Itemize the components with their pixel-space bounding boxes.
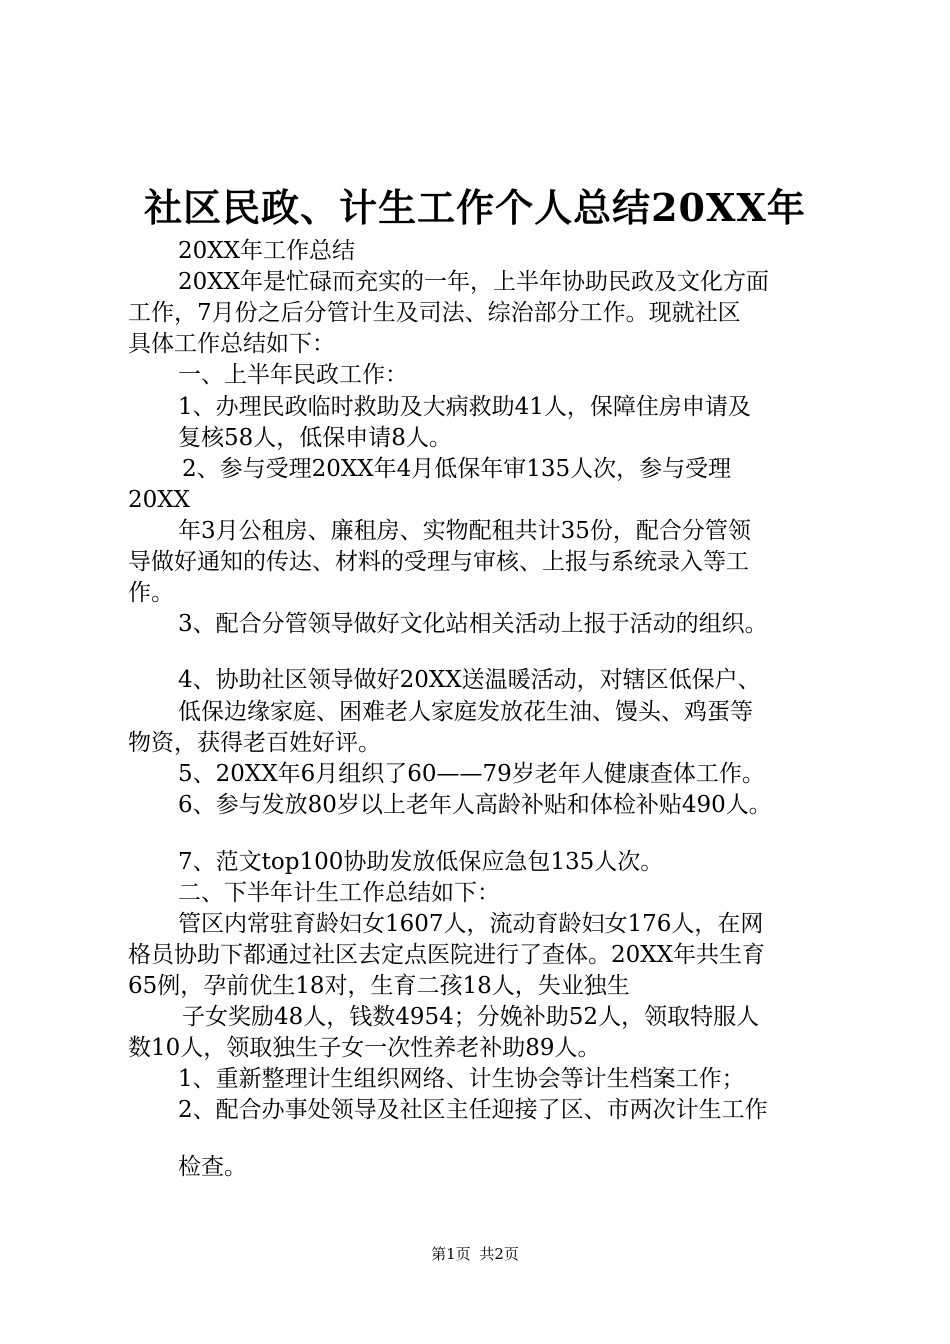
body-line: 工作，7月份之后分管计生及司法、综治部分工作。现就社区 xyxy=(128,300,741,326)
body-line: 作。 xyxy=(128,580,174,606)
body-line: 20XX年是忙碌而充实的一年，上半年协助民政及文化方面 xyxy=(178,269,770,295)
page-number-current: 第1页 xyxy=(431,1245,471,1263)
body-line: 2、配合办事处领导及社区主任迎接了区、市两次计生工作 xyxy=(178,1097,768,1123)
body-line: 2、参与受理20XX年4月低保年审135人次，参与受理 xyxy=(182,456,732,482)
body-line: 一、上半年民政工作： xyxy=(178,362,408,388)
body-line: 检查。 xyxy=(178,1154,247,1180)
body-line: 数10人，领取独生子女一次性养老补助89人。 xyxy=(128,1035,601,1061)
page-footer xyxy=(0,1244,950,1264)
body-line: 7、范文top100协助发放低保应急包135人次。 xyxy=(178,849,664,875)
body-line: 低保边缘家庭、困难老人家庭发放花生油、馒头、鸡蛋等 xyxy=(178,699,753,725)
body-line: 物资，获得老百姓好评。 xyxy=(128,730,381,756)
body-line: 65例，孕前优生18对，生育二孩18人，失业独生 xyxy=(128,973,630,999)
body-line: 3、配合分管领导做好文化站相关活动上报于活动的组织。 xyxy=(178,611,768,637)
body-line: 20XX xyxy=(128,487,191,513)
body-line: 导做好通知的传达、材料的受理与审核、上报与系统录入等工 xyxy=(128,549,749,575)
body-line: 20XX年工作总结 xyxy=(178,238,356,264)
body-line: 管区内常驻育龄妇女1607人，流动育龄妇女176人，在网 xyxy=(178,911,764,937)
document-title: 社区民政、计生工作个人总结20XX年 xyxy=(144,185,806,230)
body-line: 子女奖励48人，钱数4954；分娩补助52人，领取特服人 xyxy=(182,1004,760,1030)
body-line: 格员协助下都通过社区去定点医院进行了查体。20XX年共生育 xyxy=(128,942,766,968)
body-line: 二、下半年计生工作总结如下： xyxy=(178,880,500,906)
page-number-total: 共2页 xyxy=(479,1245,519,1263)
body-line: 具体工作总结如下： xyxy=(128,331,335,357)
body-line: 6、参与发放80岁以上老年人高龄补贴和体检补贴490人。 xyxy=(178,792,772,818)
body-line: 复核58人，低保申请8人。 xyxy=(178,425,452,451)
body-line: 1、办理民政临时救助及大病救助41人，保障住房申请及 xyxy=(178,394,751,420)
body-line: 年3月公租房、廉租房、实物配租共计35份，配合分管领 xyxy=(178,518,751,544)
body-line: 4、协助社区领导做好20XX送温暖活动，对辖区低保户、 xyxy=(178,667,761,693)
body-line: 5、20XX年6月组织了60——79岁老年人健康查体工作。 xyxy=(178,761,765,787)
body-line: 1、重新整理计生组织网络、计生协会等计生档案工作； xyxy=(178,1066,745,1092)
